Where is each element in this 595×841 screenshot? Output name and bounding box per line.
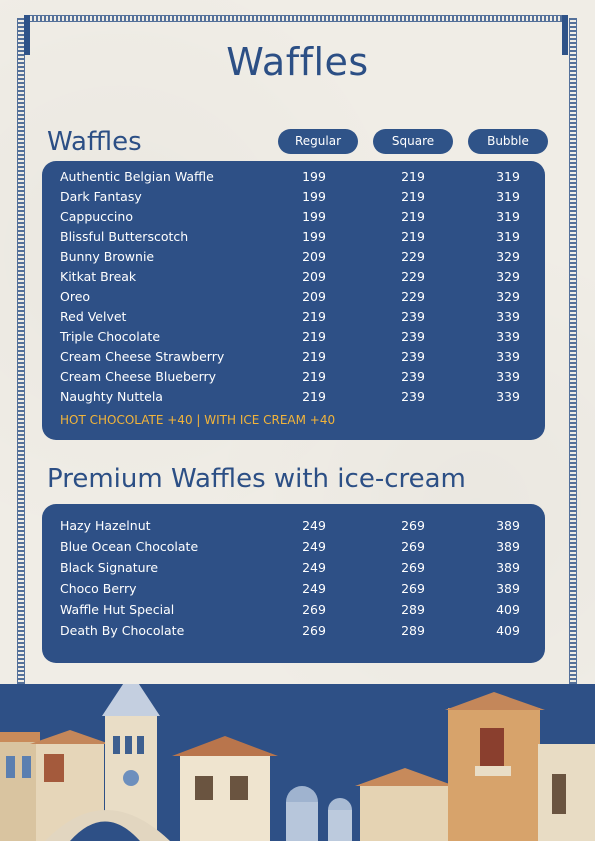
item-name: Authentic Belgian Waffle bbox=[60, 169, 214, 184]
price-square: 239 bbox=[401, 369, 425, 384]
menu-item-row bbox=[42, 167, 545, 187]
item-name: Hazy Hazelnut bbox=[60, 518, 151, 533]
item-name: Kitkat Break bbox=[60, 269, 137, 284]
price-square: 239 bbox=[401, 309, 425, 324]
price-bubble: 339 bbox=[496, 309, 520, 324]
price-square: 219 bbox=[401, 229, 425, 244]
price-bubble: 389 bbox=[496, 518, 520, 533]
waffles-price-card bbox=[42, 161, 545, 440]
price-bubble: 389 bbox=[496, 581, 520, 596]
price-square: 219 bbox=[401, 189, 425, 204]
menu-item-row bbox=[42, 516, 545, 536]
menu-item-row bbox=[42, 327, 545, 347]
menu-item-row bbox=[42, 621, 545, 641]
menu-item-row bbox=[42, 227, 545, 247]
price-square: 269 bbox=[401, 539, 425, 554]
price-bubble: 339 bbox=[496, 389, 520, 404]
price-regular: 219 bbox=[302, 389, 326, 404]
price-bubble: 409 bbox=[496, 623, 520, 638]
menu-item-row bbox=[42, 579, 545, 599]
menu-item-row bbox=[42, 267, 545, 287]
section-title-premium-waffles: Premium Waffles with ice-cream bbox=[47, 464, 466, 494]
menu-item-row bbox=[42, 187, 545, 207]
price-regular: 249 bbox=[302, 560, 326, 575]
item-name: Triple Chocolate bbox=[60, 329, 161, 344]
price-square: 229 bbox=[401, 249, 425, 264]
price-square: 229 bbox=[401, 289, 425, 304]
old-town-skyline-illustration bbox=[0, 684, 595, 841]
price-bubble: 319 bbox=[496, 229, 520, 244]
price-square: 239 bbox=[401, 349, 425, 364]
price-bubble: 339 bbox=[496, 329, 520, 344]
price-regular: 199 bbox=[302, 209, 326, 224]
addon-note: HOT CHOCOLATE +40 | WITH ICE CREAM +40 bbox=[60, 413, 336, 427]
menu-item-row bbox=[42, 307, 545, 327]
item-name: Cappuccino bbox=[60, 209, 133, 224]
menu-item-row bbox=[42, 207, 545, 227]
price-regular: 209 bbox=[302, 289, 326, 304]
skyline-illustration-band bbox=[0, 684, 595, 841]
size-label-regular: Regular bbox=[278, 129, 358, 154]
price-regular: 199 bbox=[302, 169, 326, 184]
price-regular: 219 bbox=[302, 329, 326, 344]
price-regular: 269 bbox=[302, 623, 326, 638]
price-square: 239 bbox=[401, 389, 425, 404]
price-square: 219 bbox=[401, 169, 425, 184]
price-regular: 209 bbox=[302, 249, 326, 264]
price-square: 289 bbox=[401, 623, 425, 638]
price-square: 289 bbox=[401, 602, 425, 617]
size-label-bubble: Bubble bbox=[468, 129, 548, 154]
item-name: Cream Cheese Strawberry bbox=[60, 349, 225, 364]
greek-key-border-top bbox=[28, 15, 562, 22]
menu-item-row bbox=[42, 600, 545, 620]
menu-item-row bbox=[42, 287, 545, 307]
item-name: Dark Fantasy bbox=[60, 189, 142, 204]
price-bubble: 329 bbox=[496, 249, 520, 264]
price-bubble: 329 bbox=[496, 269, 520, 284]
greek-key-border-right bbox=[569, 18, 577, 684]
price-square: 269 bbox=[401, 560, 425, 575]
price-bubble: 339 bbox=[496, 349, 520, 364]
menu-item-row bbox=[42, 558, 545, 578]
item-name: Naughty Nuttela bbox=[60, 389, 163, 404]
item-name: Choco Berry bbox=[60, 581, 137, 596]
premium-waffles-price-card bbox=[42, 504, 545, 663]
price-regular: 199 bbox=[302, 189, 326, 204]
price-regular: 269 bbox=[302, 602, 326, 617]
size-label-square: Square bbox=[373, 129, 453, 154]
price-bubble: 389 bbox=[496, 539, 520, 554]
menu-item-row bbox=[42, 537, 545, 557]
item-name: Blue Ocean Chocolate bbox=[60, 539, 199, 554]
price-regular: 199 bbox=[302, 229, 326, 244]
price-regular: 209 bbox=[302, 269, 326, 284]
price-regular: 249 bbox=[302, 581, 326, 596]
price-bubble: 409 bbox=[496, 602, 520, 617]
item-name: Oreo bbox=[60, 289, 91, 304]
page-title: Waffles bbox=[226, 40, 369, 84]
price-square: 269 bbox=[401, 581, 425, 596]
item-name: Death By Chocolate bbox=[60, 623, 185, 638]
price-regular: 219 bbox=[302, 369, 326, 384]
menu-item-row bbox=[42, 247, 545, 267]
menu-item-row bbox=[42, 387, 545, 407]
price-bubble: 329 bbox=[496, 289, 520, 304]
menu-item-row bbox=[42, 347, 545, 367]
price-regular: 249 bbox=[302, 539, 326, 554]
price-regular: 219 bbox=[302, 309, 326, 324]
price-bubble: 389 bbox=[496, 560, 520, 575]
price-square: 219 bbox=[401, 209, 425, 224]
price-regular: 249 bbox=[302, 518, 326, 533]
price-regular: 219 bbox=[302, 349, 326, 364]
item-name: Waffle Hut Special bbox=[60, 602, 175, 617]
price-square: 239 bbox=[401, 329, 425, 344]
price-square: 269 bbox=[401, 518, 425, 533]
item-name: Bunny Brownie bbox=[60, 249, 155, 264]
price-bubble: 339 bbox=[496, 369, 520, 384]
price-bubble: 319 bbox=[496, 189, 520, 204]
price-square: 229 bbox=[401, 269, 425, 284]
item-name: Cream Cheese Blueberry bbox=[60, 369, 217, 384]
greek-key-border-left bbox=[17, 18, 25, 684]
section-title-waffles: Waffles bbox=[47, 127, 142, 157]
menu-item-row bbox=[42, 367, 545, 387]
item-name: Blissful Butterscotch bbox=[60, 229, 189, 244]
item-name: Black Signature bbox=[60, 560, 159, 575]
price-bubble: 319 bbox=[496, 209, 520, 224]
price-bubble: 319 bbox=[496, 169, 520, 184]
item-name: Red Velvet bbox=[60, 309, 127, 324]
